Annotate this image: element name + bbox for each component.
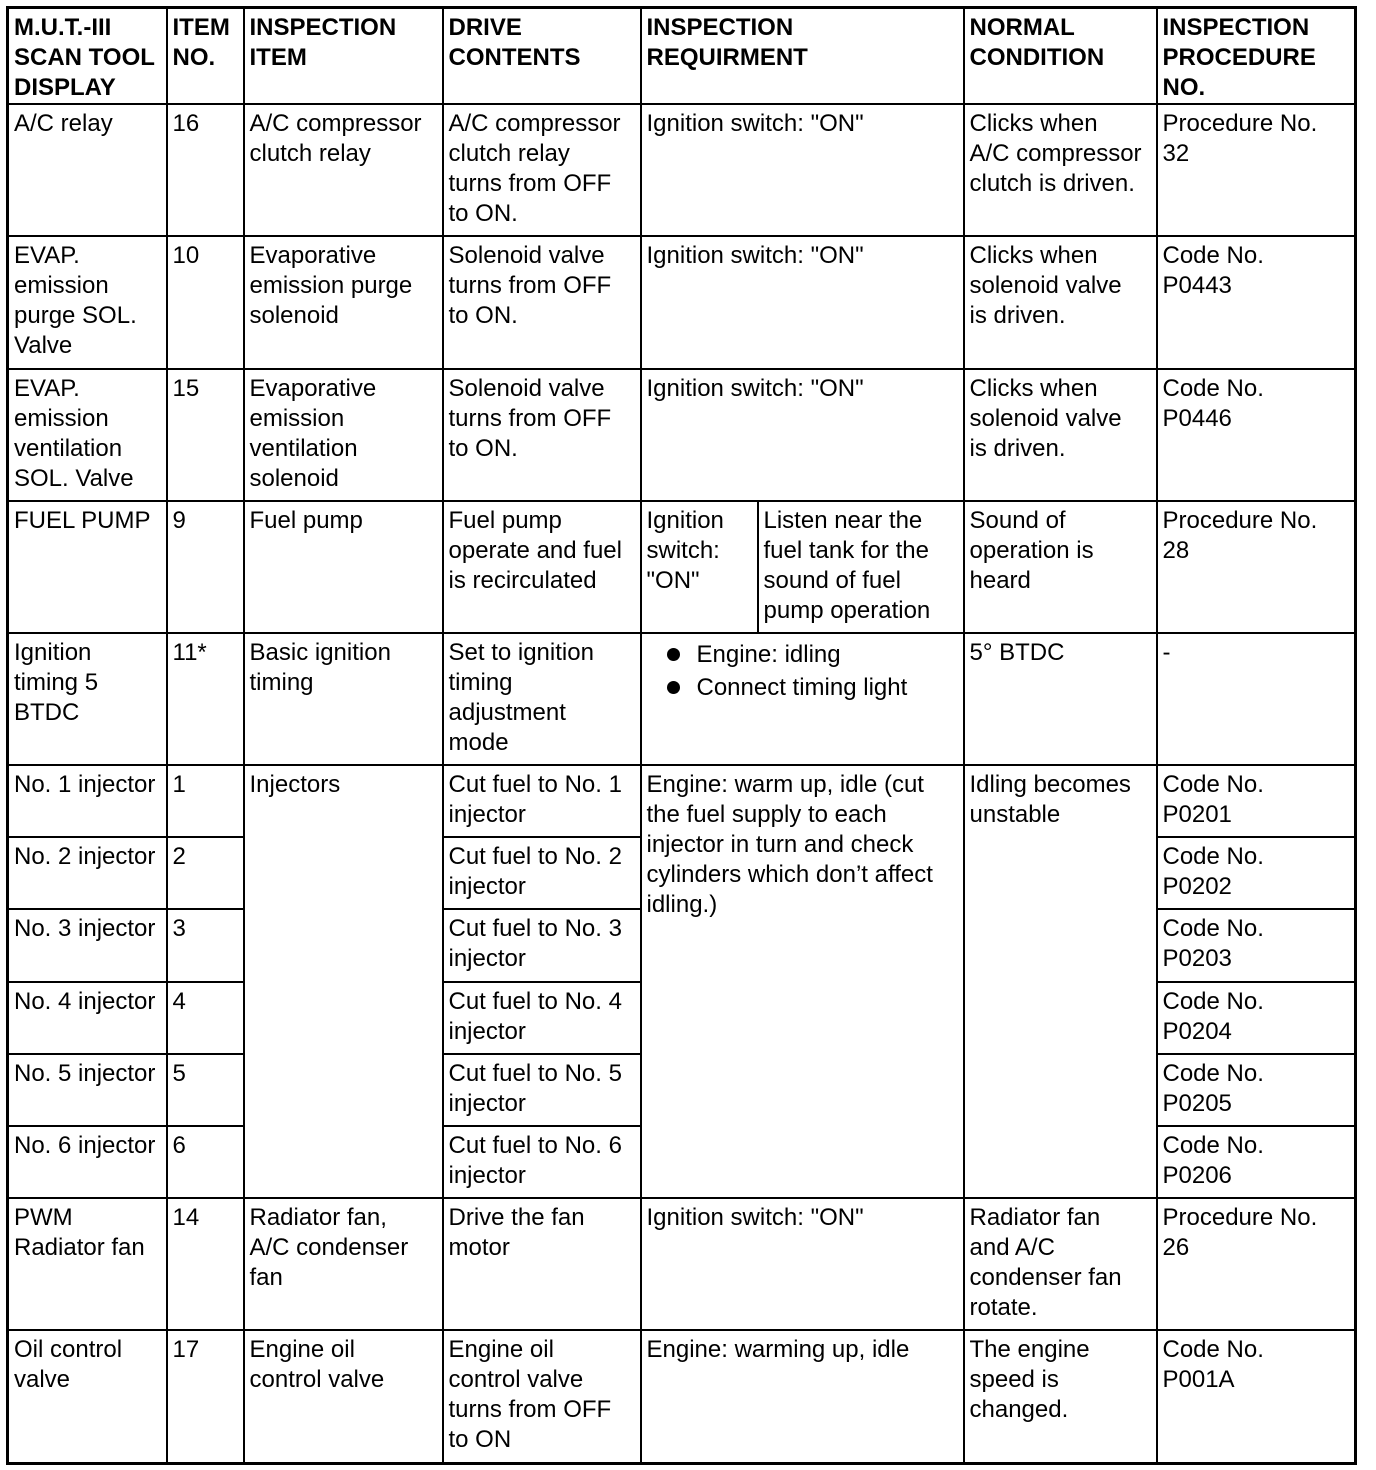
cell-requirement: Engine: warming up, idle xyxy=(641,1330,964,1463)
table-row-pwm-fan xyxy=(8,1198,1356,1330)
cell-item-no: 14 xyxy=(167,1198,244,1330)
table-row-evap-purge xyxy=(8,236,1356,368)
cell-drive-contents: Solenoid valve turns from OFF to ON. xyxy=(443,236,641,368)
cell-drive-contents: Drive the fan motor xyxy=(443,1198,641,1330)
cell-item-no: 10 xyxy=(167,236,244,368)
cell-requirement: Ignition switch: "ON" xyxy=(641,1198,964,1330)
header-item-no: ITEM NO. xyxy=(167,8,244,105)
cell-procedure: Code No. P0446 xyxy=(1157,369,1356,501)
cell-procedure: Procedure No. 26 xyxy=(1157,1198,1356,1330)
cell-inspection-item: A/C compressor clutch relay xyxy=(244,104,443,236)
cell-normal-condition: Clicks when solenoid valve is driven. xyxy=(964,236,1157,368)
header-row xyxy=(8,8,1356,105)
cell-procedure: Code No. P0202 xyxy=(1157,837,1356,909)
cell-display: PWM Radiator fan xyxy=(8,1198,167,1330)
cell-normal-condition: Sound of operation is heard xyxy=(964,501,1157,633)
cell-display: Ignition timing 5 BTDC xyxy=(8,633,167,765)
table-row-oil-control xyxy=(8,1330,1356,1463)
cell-procedure: Code No. P0204 xyxy=(1157,982,1356,1054)
header-display: M.U.T.-III SCAN TOOL DISPLAY xyxy=(8,8,167,105)
cell-item-no: 9 xyxy=(167,501,244,633)
cell-display: No. 3 injector xyxy=(8,909,167,981)
cell-item-no: 4 xyxy=(167,982,244,1054)
cell-display: No. 4 injector xyxy=(8,982,167,1054)
cell-procedure: - xyxy=(1157,633,1356,765)
cell-requirement: Ignition switch: "ON" xyxy=(641,236,964,368)
cell-display: EVAP. emission ventilation SOL. Valve xyxy=(8,369,167,501)
cell-inspection-item: Basic ignition timing xyxy=(244,633,443,765)
cell-display: No. 1 injector xyxy=(8,765,167,837)
cell-item-no: 5 xyxy=(167,1054,244,1126)
cell-item-no: 15 xyxy=(167,369,244,501)
cell-procedure: Code No. P0201 xyxy=(1157,765,1356,837)
cell-drive-contents: Cut fuel to No. 2 injector xyxy=(443,837,641,909)
cell-drive-contents: Set to ignition timing adjustment mode xyxy=(443,633,641,765)
cell-display: No. 6 injector xyxy=(8,1126,167,1198)
cell-normal-condition: Idling becomes unstable xyxy=(964,765,1157,1198)
cell-display: A/C relay xyxy=(8,104,167,236)
cell-display: Oil control valve xyxy=(8,1330,167,1463)
cell-drive-contents: Cut fuel to No. 4 injector xyxy=(443,982,641,1054)
cell-display: No. 5 injector xyxy=(8,1054,167,1126)
cell-procedure: Code No. P0206 xyxy=(1157,1126,1356,1198)
cell-requirement-switch: Ignition switch: "ON" xyxy=(641,501,758,633)
header-normal-condition: NORMAL CONDITION xyxy=(964,8,1157,105)
cell-requirement: Ignition switch: "ON" xyxy=(641,369,964,501)
cell-item-no: 6 xyxy=(167,1126,244,1198)
cell-item-no: 1 xyxy=(167,765,244,837)
cell-drive-contents: Cut fuel to No. 1 injector xyxy=(443,765,641,837)
table-row-evap-vent xyxy=(8,369,1356,501)
cell-item-no: 16 xyxy=(167,104,244,236)
requirement-bullet-list xyxy=(647,638,959,704)
table-row-ignition-timing xyxy=(8,633,1356,765)
table-row-fuel-pump xyxy=(8,501,1356,633)
cell-inspection-item: Evaporative emission ventilation solenoid xyxy=(244,369,443,501)
cell-drive-contents: Cut fuel to No. 6 injector xyxy=(443,1126,641,1198)
cell-drive-contents: Fuel pump operate and fuel is recirculated xyxy=(443,501,641,633)
bullet-item: Connect timing light xyxy=(647,671,959,704)
cell-drive-contents: Cut fuel to No. 5 injector xyxy=(443,1054,641,1126)
table-row-injector-1 xyxy=(8,765,1356,837)
cell-item-no: 17 xyxy=(167,1330,244,1463)
cell-procedure: Procedure No. 28 xyxy=(1157,501,1356,633)
cell-inspection-item: Injectors xyxy=(244,765,443,1198)
header-procedure-no: INSPECTION PROCEDURE NO. xyxy=(1157,8,1356,105)
cell-requirement: Engine: warm up, idle (cut the fuel supply to each injector in turn and check cylinders which don’t affect idling.) xyxy=(641,765,964,1198)
cell-normal-condition: The engine speed is changed. xyxy=(964,1330,1157,1463)
cell-drive-contents: Solenoid valve turns from OFF to ON. xyxy=(443,369,641,501)
header-drive-contents: DRIVE CONTENTS xyxy=(443,8,641,105)
cell-drive-contents: Cut fuel to No. 3 injector xyxy=(443,909,641,981)
cell-procedure: Procedure No. 32 xyxy=(1157,104,1356,236)
cell-inspection-item: Evaporative emission purge solenoid xyxy=(244,236,443,368)
cell-normal-condition: Radiator fan and A/C condenser fan rotate. xyxy=(964,1198,1157,1330)
cell-inspection-item: Radiator fan, A/C condenser fan xyxy=(244,1198,443,1330)
cell-procedure: Code No. P0203 xyxy=(1157,909,1356,981)
cell-procedure: Code No. P0443 xyxy=(1157,236,1356,368)
cell-drive-contents: A/C compressor clutch relay turns from OFF to ON. xyxy=(443,104,641,236)
cell-requirement: Ignition switch: "ON" xyxy=(641,104,964,236)
header-inspection-requirement: INSPECTION REQUIRMENT xyxy=(641,8,964,105)
table-row-ac-relay xyxy=(8,104,1356,236)
cell-procedure: Code No. P001A xyxy=(1157,1330,1356,1463)
cell-normal-condition: Clicks when solenoid valve is driven. xyxy=(964,369,1157,501)
cell-normal-condition: Clicks when A/C compressor clutch is driven. xyxy=(964,104,1157,236)
cell-display: No. 2 injector xyxy=(8,837,167,909)
cell-normal-condition: 5° BTDC xyxy=(964,633,1157,765)
cell-procedure: Code No. P0205 xyxy=(1157,1054,1356,1126)
actuator-test-table xyxy=(6,6,1357,1465)
cell-item-no: 3 xyxy=(167,909,244,981)
cell-item-no: 2 xyxy=(167,837,244,909)
header-inspection-item: INSPECTION ITEM xyxy=(244,8,443,105)
cell-display: EVAP. emission purge SOL. Valve xyxy=(8,236,167,368)
cell-inspection-item: Fuel pump xyxy=(244,501,443,633)
cell-item-no: 11* xyxy=(167,633,244,765)
bullet-item: Engine: idling xyxy=(647,638,959,671)
cell-inspection-item: Engine oil control valve xyxy=(244,1330,443,1463)
cell-drive-contents: Engine oil control valve turns from OFF to ON xyxy=(443,1330,641,1463)
cell-display: FUEL PUMP xyxy=(8,501,167,633)
cell-requirement xyxy=(641,633,964,765)
cell-requirement-listen: Listen near the fuel tank for the sound of fuel pump operation xyxy=(758,501,964,633)
